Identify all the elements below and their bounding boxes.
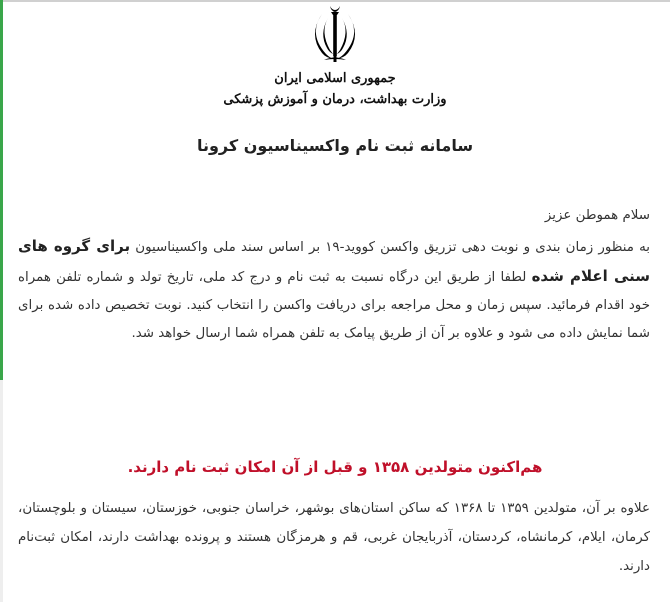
notice-banner: هم‌اکنون متولدین ۱۳۵۸ و قبل از آن امکان ثبت نام دارند. [127, 458, 543, 476]
greeting-text: سلام هموطن عزیز [544, 208, 650, 223]
top-border [0, 0, 670, 2]
logo-line-country: جمهوری اسلامی ایران [274, 71, 396, 86]
left-gutter [0, 380, 3, 602]
iran-emblem-icon [310, 4, 360, 66]
intro-text-part1: به منظور زمان بندی و نوبت دهی تزریق واکسن کووید-۱۹ بر اساس سند ملی واکسیناسیون [130, 240, 650, 255]
logo-line-ministry: وزارت بهداشت، درمان و آموزش پزشکی [223, 92, 447, 107]
intro-bold-text: برای گروه های سنی اعلام شده [18, 237, 650, 285]
page-title: سامانه ثبت نام واکسیناسیون کرونا [196, 136, 474, 155]
details-paragraph: علاوه بر آن، متولدین ۱۳۵۹ تا ۱۳۶۸ که ساکن استان‌های بوشهر، خراسان جنوبی، خوزستان، سیستان و بلوچستان، کرمان، ایلام، کرمانشاه، کردستان، آذربایجان غربی، قم و هرمزگان هستند و پرونده بهداشت دارند، امکان ثبت‌نام دارند. [18, 501, 650, 574]
intro-paragraph [18, 232, 650, 348]
intro-text-part2: لطفا از طریق این درگاه نسبت به ثبت نام و درج کد ملی، تاریخ تولد و شماره تلفن همراه خود اقدام فرمائید. سپس زمان و محل مراجعه برای دریافت واکسن را انتخاب کنید. نوبت تخصیص داده شده برای شما نمایش داده می شود و علاوه بر آن از طریق پیامک به تلفن همراه شما ارسال خواهد شد. [18, 270, 650, 341]
header [0, 4, 670, 111]
